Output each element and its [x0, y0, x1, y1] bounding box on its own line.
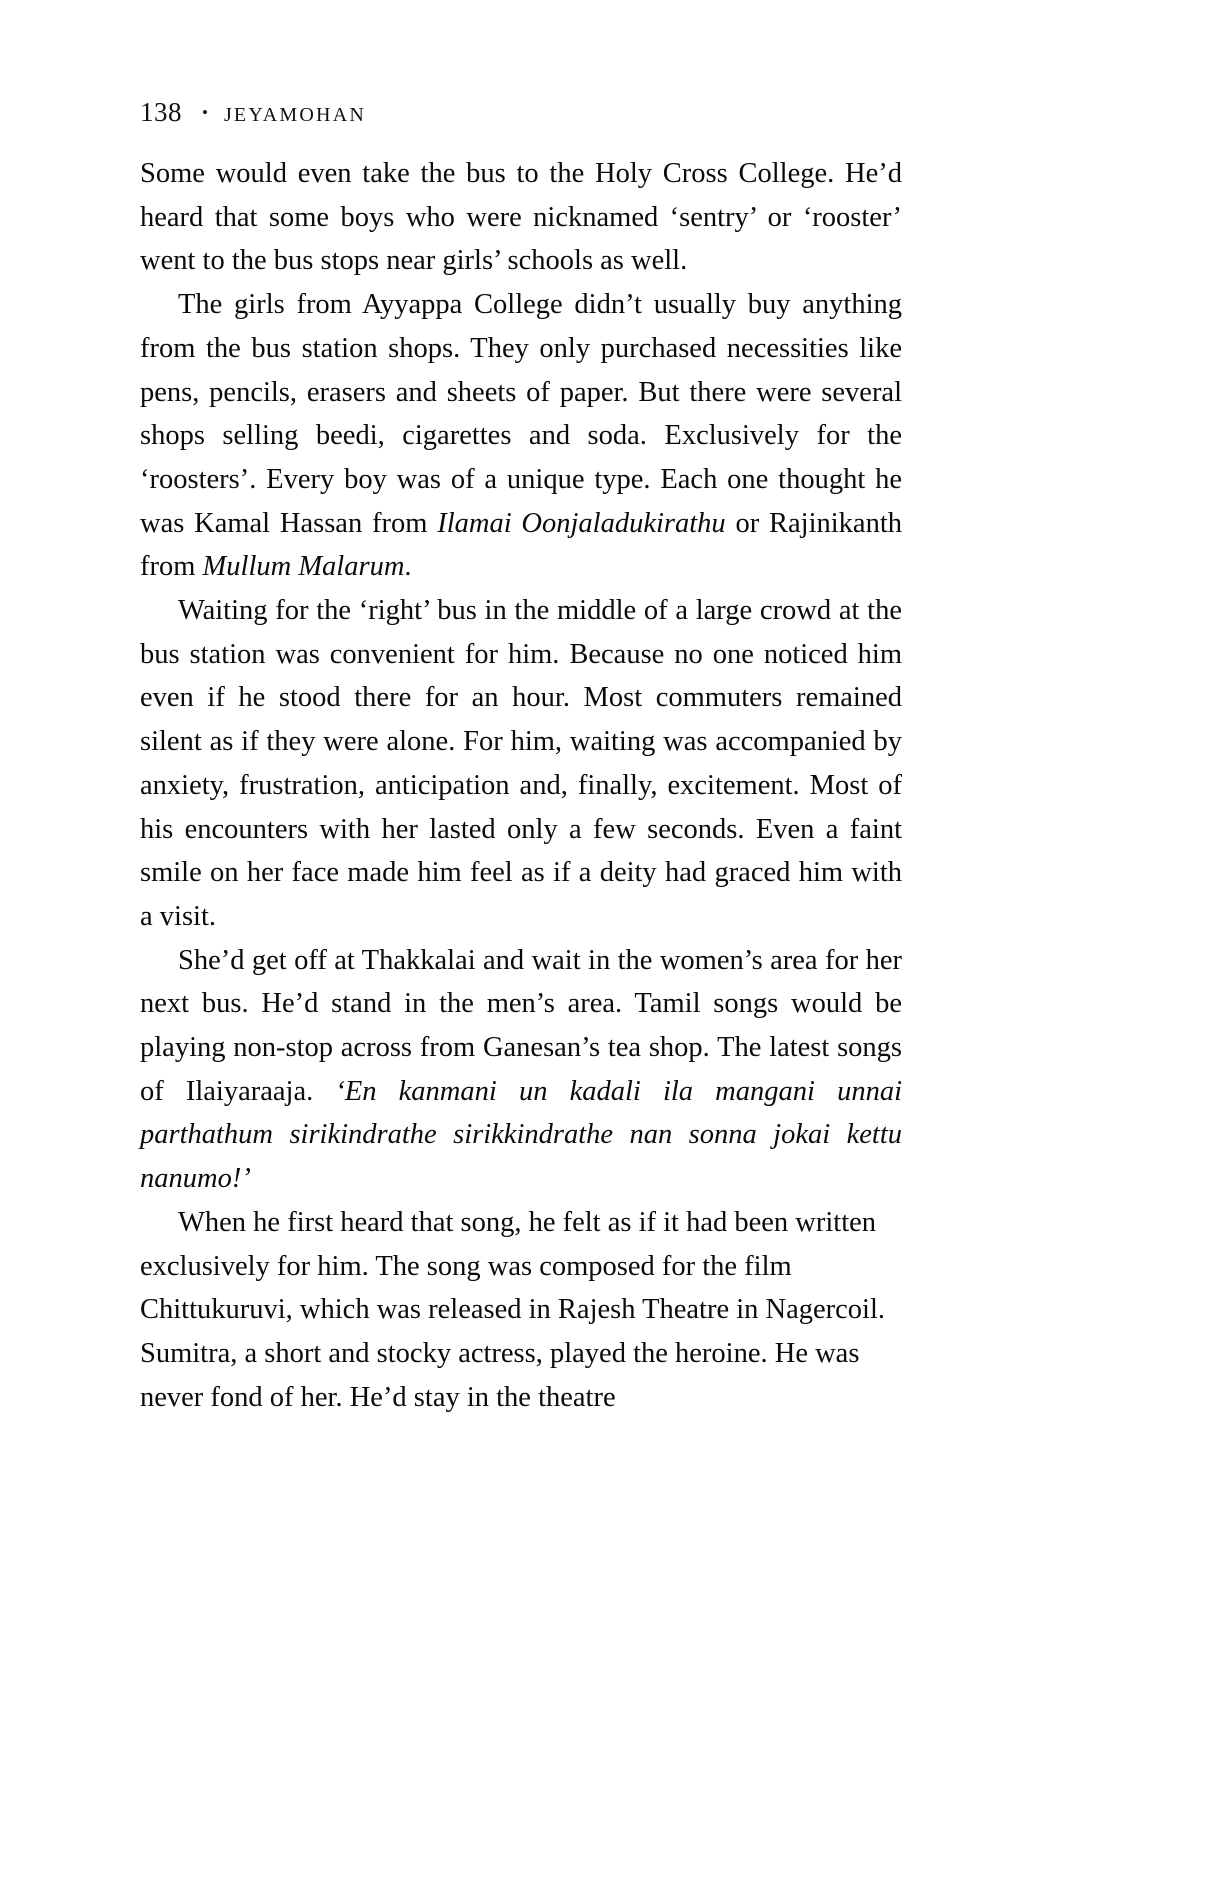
- text-run: Waiting for the ‘right’ bus in the middle of a large crowd at the bus station was convenient for him. Because no one noticed him even if he stood there for an hour. Most commuters remained silent as if they were alone. For him, waiting was accompanied by anxiety, frustration, anticipation and, finally, excitement. Most of his encounters with her lasted only a few seconds. Even a faint smile on her face made him feel as if a deity had graced him with a visit.: [140, 595, 902, 932]
- italic-text-run: Mullum Malarum: [202, 551, 405, 583]
- text-run: Some would even take the bus to the Holy Cross College. He’d heard that some boys who were nicknamed ‘sentry’ or ‘rooster’ went to the bus stops near girls’ schools as well.: [140, 158, 902, 277]
- text-run: .: [404, 551, 412, 583]
- paragraph: [140, 939, 902, 1201]
- paragraph: [140, 1201, 902, 1420]
- text-run: The girls from Ayyappa College didn’t usually buy anything from the bus station shops. They only purchased necessities like pens, pencils, erasers and sheets of paper. But there were several shops selling beedi, cigarettes and soda. Exclusively for the ‘roosters’. Every boy was of a unique type. Each one thought he was Kamal Hassan from: [140, 289, 902, 539]
- paragraph: [140, 589, 902, 939]
- text-run: or Rajinikanth from: [140, 507, 902, 583]
- bullet-separator-icon: •: [202, 103, 208, 122]
- text-run: She’d get off at Thakkalai and wait in the women’s area for her next bus. He’d stand in the men’s area. Tamil songs would be playing non-stop across from Ganesan’s tea shop. The latest songs of Ilaiyaraaja.: [140, 944, 902, 1107]
- italic-text-run: ‘En kanmani un kadali ila mangani unnai parthathum sirikindrathe sirikkindrathe nan sonna jokai kettu nanumo!’: [140, 1075, 902, 1195]
- page-number: 138: [140, 97, 182, 127]
- body-text-block: [140, 152, 902, 1419]
- italic-text-run: Ilamai Oonjaladukirathu: [437, 507, 726, 539]
- running-head: [140, 96, 910, 129]
- text-run: When he first heard that song, he felt as if it had been written exclusively for him. The song was composed for the film Chittukuruvi, which was released in Rajesh Theatre in Nagercoil. Sumitra, a short and stocky actress, played the heroine. He was never fond of her. He’d stay in the theatre: [140, 1206, 886, 1413]
- paragraph: [140, 283, 902, 589]
- author-name: JEYAMOHAN: [223, 104, 366, 126]
- paragraph: [140, 152, 902, 283]
